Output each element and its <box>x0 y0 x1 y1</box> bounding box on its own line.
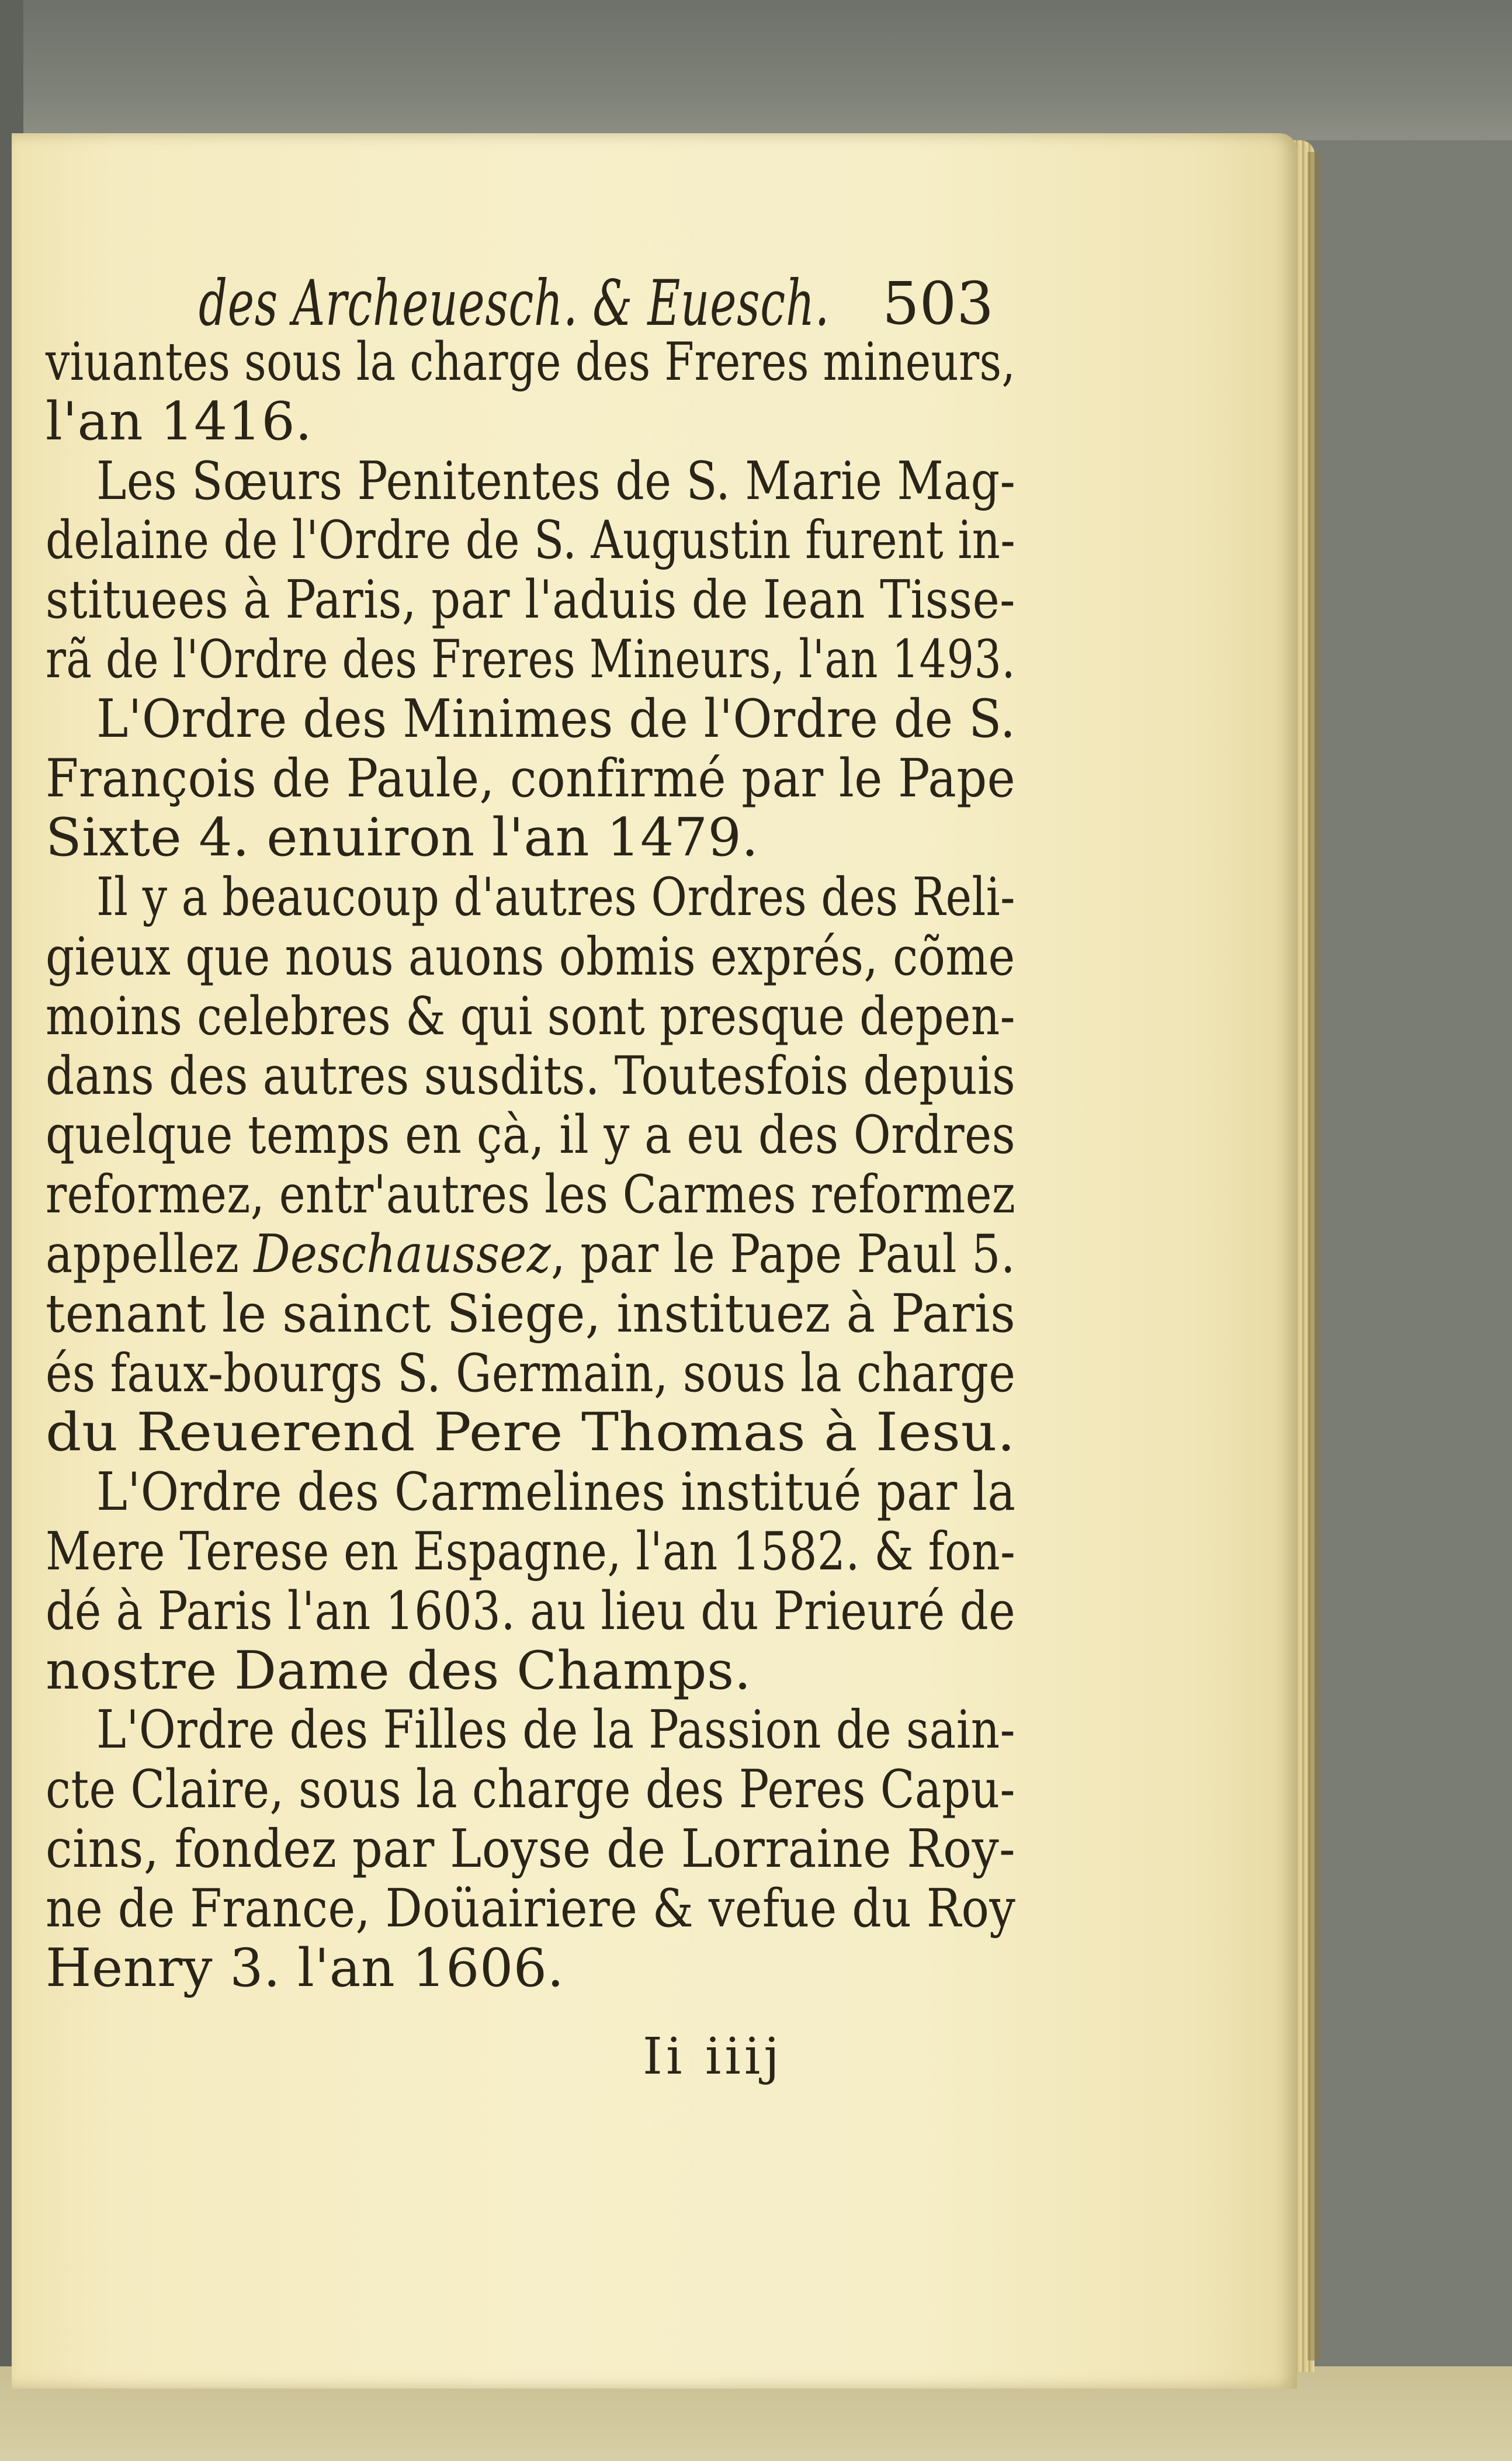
text-line <box>46 333 1015 391</box>
text-line-content: gieux que nous auons obmis exprés, cõme <box>46 926 1015 987</box>
text-line <box>46 809 758 867</box>
text-line-content: quelque temps en çà, il y a eu des Ordres <box>46 1104 1016 1166</box>
text-line-content: Les Sœurs Penitentes de S. Marie Mag- <box>96 450 1016 512</box>
text-line <box>46 1820 1015 1878</box>
text-line <box>46 1047 1015 1105</box>
text-line-content: l'an 1416. <box>46 391 313 452</box>
text-line-content: reformez, entr'autres les Carmes reformez <box>46 1164 1016 1225</box>
text-line <box>46 1582 1015 1641</box>
text-line <box>46 1880 1015 1938</box>
text-line-content: cins, fondez par Loyse de Lorraine Roy- <box>46 1818 1016 1880</box>
text-line-content: L'Ordre des Minimes de l'Ordre de S. <box>96 688 1016 750</box>
text-line <box>46 1344 1015 1403</box>
text-line-content: stituees à Paris, par l'aduis de Iean Tisse- <box>46 569 1015 630</box>
text-line-content: cte Claire, sous la charge des Peres Capu- <box>46 1759 1015 1820</box>
text-line <box>46 511 1015 570</box>
text-line <box>46 1285 1015 1343</box>
text-line <box>46 1642 751 1700</box>
text-line-content: nostre Dame des Champs. <box>46 1640 751 1701</box>
text-line <box>96 868 1015 927</box>
text-line-italic: Deschaussez <box>254 1223 552 1285</box>
text-line-content: tenant le sainct Siege, instituez à Paris <box>46 1283 1016 1344</box>
text-line-content: ne de France, Doüairiere & vefue du Roy <box>46 1878 1016 1939</box>
text-line-content: dans des autres susdits. Toutesfois depuis <box>46 1045 1016 1107</box>
scanner-background-top <box>0 0 1512 140</box>
text-line <box>46 750 1015 808</box>
text-line-content: L'Ordre des Filles de la Passion de sain- <box>96 1699 1015 1760</box>
text-line-content: du Reuerend Pere Thomas à Iesu. <box>46 1402 1015 1463</box>
text-line <box>46 571 1015 629</box>
text-line-content: delaine de l'Ordre de S. Augustin furent in- <box>46 509 1016 571</box>
text-line <box>46 1166 1015 1224</box>
text-line <box>46 630 1015 689</box>
page-edge-shadow <box>1308 152 1320 2361</box>
text-line-content: Henry 3. l'an 1606. <box>46 1937 564 1999</box>
text-line-content: Sixte 4. enuiron l'an 1479. <box>46 807 759 868</box>
text-line-tail: , par le Pape Paul 5. <box>551 1223 1016 1285</box>
page-number: 503 <box>882 269 994 338</box>
text-line-content: L'Ordre des Carmelines institué par la <box>96 1461 1016 1523</box>
text-line-content: és faux-bourgs S. Germain, sous la charge <box>46 1343 1016 1404</box>
text-line <box>46 1403 1015 1462</box>
text-line <box>46 1939 564 1998</box>
text-line <box>46 1760 1015 1819</box>
text-line-content: Mere Terese en Espagne, l'an 1582. & fon- <box>46 1521 1016 1582</box>
running-head-title: des Archeuesch. & Euesch. <box>199 267 830 340</box>
text-line-content: François de Paule, confirmé par le Pape <box>46 748 1016 809</box>
text-line <box>46 987 1015 1046</box>
text-line <box>96 1463 1015 1521</box>
text-line <box>46 1523 1015 1581</box>
signature-mark: Ii iiij <box>643 2027 783 2086</box>
text-line <box>96 452 1015 511</box>
text-line-content: viuantes sous la charge des Freres mineurs, <box>46 331 1016 393</box>
text-line-content: rã de l'Ordre des Freres Mineurs, l'an 1493. <box>46 629 1015 690</box>
text-line <box>96 690 1015 748</box>
text-line <box>46 1106 1015 1164</box>
text-line <box>46 928 1015 986</box>
text-line-content: Il y a beaucoup d'autres Ordres des Reli- <box>96 866 1015 928</box>
text-line <box>46 1225 1015 1284</box>
text-line <box>96 1701 1015 1759</box>
text-line-content: moins celebres & qui sont presque depen- <box>46 986 1016 1047</box>
text-line-content: dé à Paris l'an 1603. au lieu du Prieuré de <box>46 1580 1016 1642</box>
text-line <box>46 393 312 451</box>
text-line-content: appellez <box>46 1223 254 1285</box>
